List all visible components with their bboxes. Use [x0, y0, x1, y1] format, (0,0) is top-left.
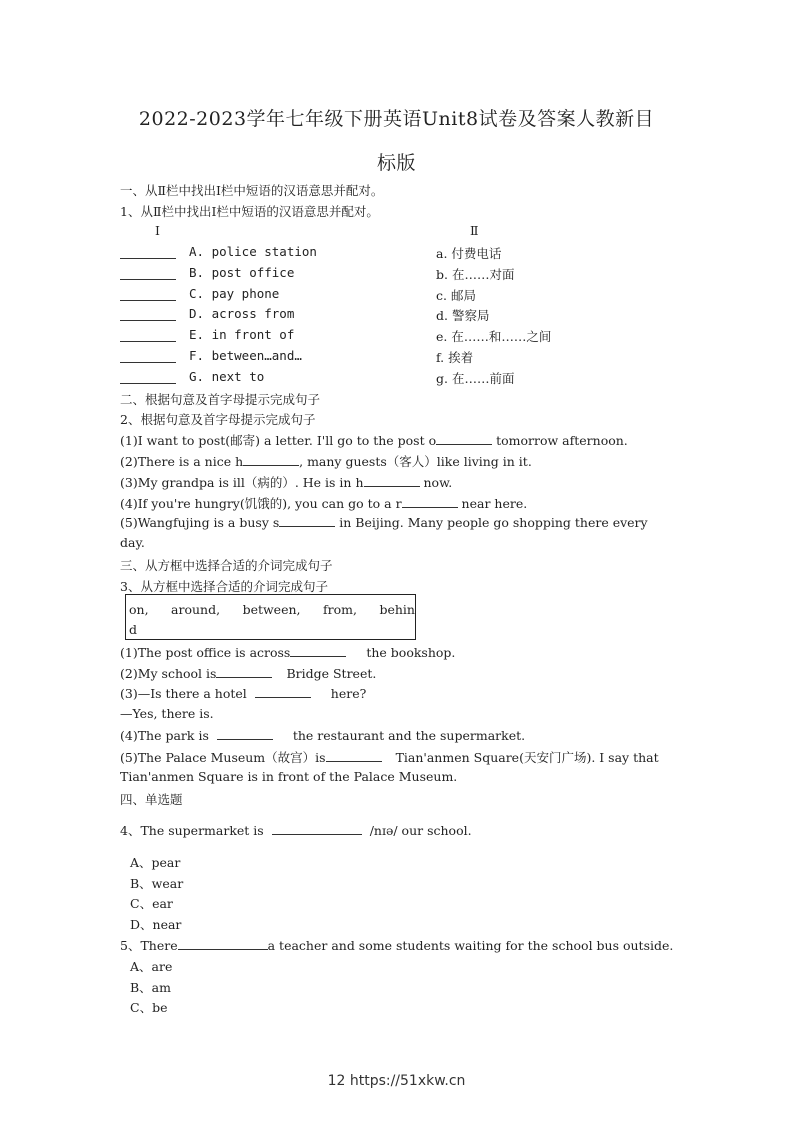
match-row [120, 369, 680, 389]
match-row [120, 265, 680, 285]
document-title-line1: 2022-2023学年七年级下册英语Unit8试卷及答案人教新目 [138, 108, 655, 130]
question-text: tomorrow afternoon. [492, 433, 628, 448]
question-line [120, 473, 452, 491]
section3-instruction: 3、从方框中选择合适的介词完成句子 [120, 579, 328, 594]
answer-blank[interactable] [326, 749, 382, 762]
phrase-zh: a. 付费电话 [436, 246, 502, 261]
question-text: (3)—Is there a hotel [120, 686, 247, 701]
question-text: in Beijing. Many people go shopping there every [335, 515, 648, 530]
answer-blank[interactable] [120, 267, 176, 280]
word-option: around, [171, 602, 221, 617]
match-row [120, 244, 680, 264]
answer-blank[interactable] [402, 495, 458, 508]
column1-header: Ⅰ [155, 223, 160, 238]
answer-blank[interactable] [120, 329, 176, 342]
question-line [120, 644, 455, 660]
answer-blank[interactable] [217, 727, 273, 740]
word-box [125, 594, 416, 640]
answer-blank[interactable] [272, 822, 362, 835]
answer-blank[interactable] [216, 665, 272, 678]
question-text: 4、The supermarket is [120, 823, 264, 838]
question-text: Bridge Street. [286, 666, 377, 681]
question-line [120, 494, 527, 512]
phrase-en: B. post office [189, 265, 295, 280]
word-option: from, [323, 602, 357, 617]
choice-option[interactable]: C、ear [130, 896, 173, 911]
phrase-zh: d. 警察局 [436, 308, 490, 323]
phrase-zh: e. 在……和……之间 [436, 329, 552, 344]
answer-blank[interactable] [178, 937, 268, 950]
question-text: the restaurant and the supermarket. [292, 728, 526, 743]
phrase-en: F. between…and… [189, 348, 302, 363]
question-line [120, 685, 366, 701]
question-line [120, 821, 472, 839]
answer-blank[interactable] [120, 308, 176, 321]
question-text: (2)My school is [120, 666, 217, 681]
question-text: a teacher and some students waiting for the school bus outside. [267, 938, 674, 953]
question-reply: —Yes, there is. [120, 706, 214, 721]
section2-heading: 二、根据句意及首字母提示完成句子 [120, 392, 321, 407]
question-text: (1)The post office is across [120, 645, 291, 660]
word-option: behin [379, 602, 415, 617]
question-line [120, 514, 648, 530]
column2-header: Ⅱ [470, 223, 479, 238]
choice-option[interactable]: A、are [130, 959, 173, 974]
question-line [120, 452, 532, 470]
phrase-en: E. in front of [189, 327, 295, 342]
question-text: (4)The park is [120, 728, 209, 743]
phrase-en: G. next to [189, 369, 265, 384]
choice-option[interactable]: A、pear [130, 855, 181, 870]
answer-blank[interactable] [364, 474, 420, 487]
section3-heading: 三、从方框中选择合适的介词完成句子 [120, 558, 333, 573]
question-text: (4)If you're hungry(饥饿的), you can go to a r [120, 496, 402, 511]
answer-blank[interactable] [120, 371, 176, 384]
question-text: (1)I want to post(邮寄) a letter. I'll go to the post o [120, 433, 437, 448]
answer-blank[interactable] [290, 644, 346, 657]
question-text: the bookshop. [366, 645, 456, 660]
answer-blank[interactable] [279, 514, 335, 527]
question-text: (5)Wangfujing is a busy s [120, 515, 280, 530]
question-text: Tian'anmen Square(天安门广场). I say that [395, 750, 659, 765]
question-text: now. [419, 475, 453, 490]
match-row [120, 327, 680, 347]
section1-instruction: 1、从Ⅱ栏中找出Ⅰ栏中短语的汉语意思并配对。 [120, 204, 379, 219]
choice-option[interactable]: B、wear [130, 876, 184, 891]
word-box-words [129, 602, 415, 617]
question-text: (3)My grandpa is ill（病的）. He is in h [120, 475, 364, 490]
question-line [120, 727, 525, 743]
match-row [120, 306, 680, 326]
choice-option[interactable]: B、am [130, 980, 171, 995]
word-option: on, [129, 602, 149, 617]
phrase-en: C. pay phone [189, 286, 280, 301]
question-text: /nɪə/ our school. [369, 823, 472, 838]
answer-blank[interactable] [436, 432, 492, 445]
question-text: (5)The Palace Museum（故宫）is [120, 750, 326, 765]
document-title-line2: 标版 [376, 152, 416, 174]
phrase-en: A. police station [189, 244, 317, 259]
section1-heading: 一、从Ⅱ栏中找出Ⅰ栏中短语的汉语意思并配对。 [120, 183, 384, 198]
word-option: between, [242, 602, 301, 617]
question-continuation: day. [120, 535, 145, 550]
question-text: near here. [457, 496, 528, 511]
choice-option[interactable]: C、be [130, 1000, 168, 1015]
choice-option[interactable]: D、near [130, 917, 182, 932]
section2-instruction: 2、根据句意及首字母提示完成句子 [120, 412, 316, 427]
question-continuation: Tian'anmen Square is in front of the Palace Museum. [120, 769, 458, 784]
question-text: , many guests（客人）like living in it. [299, 454, 532, 469]
question-text: (2)There is a nice h [120, 454, 244, 469]
match-row [120, 286, 680, 306]
match-row [120, 348, 680, 368]
answer-blank[interactable] [120, 288, 176, 301]
word-option-wrap: d [129, 622, 138, 637]
answer-blank[interactable] [120, 246, 176, 259]
answer-blank[interactable] [255, 685, 311, 698]
phrase-zh: c. 邮局 [436, 288, 476, 303]
question-line [120, 748, 659, 766]
question-line [120, 936, 673, 954]
section4-heading: 四、单选题 [120, 792, 183, 807]
phrase-zh: f. 挨着 [436, 350, 474, 365]
question-line [120, 665, 376, 681]
phrase-en: D. across from [189, 306, 295, 321]
page-footer: 12 https://51xkw.cn [327, 1073, 466, 1089]
answer-blank[interactable] [243, 453, 299, 466]
question-text: here? [330, 686, 367, 701]
phrase-zh: b. 在……对面 [436, 267, 515, 282]
phrase-zh: g. 在……前面 [436, 371, 515, 386]
question-text: 5、There [120, 938, 178, 953]
answer-blank[interactable] [120, 350, 176, 363]
question-line [120, 431, 628, 449]
